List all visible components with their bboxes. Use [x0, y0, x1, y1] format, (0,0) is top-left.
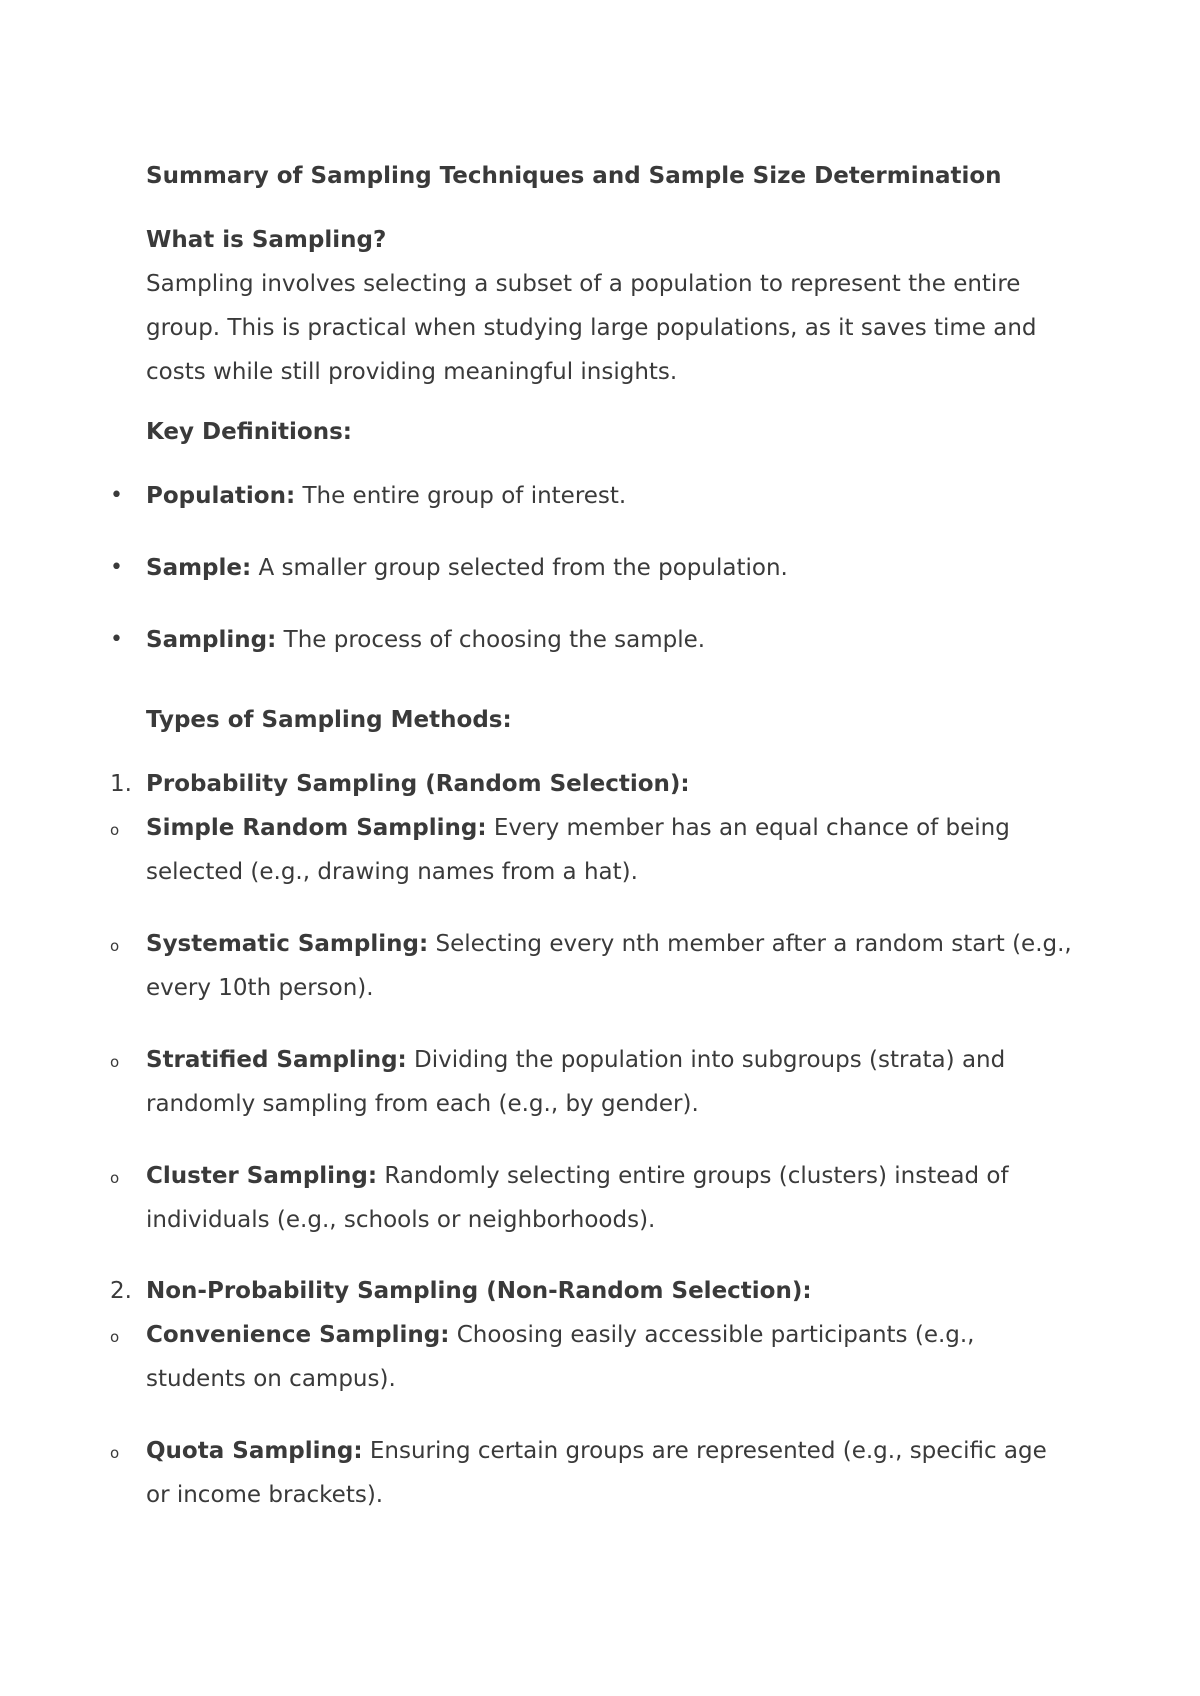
definition-term: Population: — [146, 483, 296, 509]
method-term: Convenience Sampling: — [146, 1322, 450, 1348]
method-item-stratified — [110, 1038, 1076, 1126]
method-term: Cluster Sampling: — [146, 1163, 378, 1189]
document-title: Summary of Sampling Techniques and Sample Size Determination — [146, 163, 1002, 189]
method-item-cluster — [110, 1154, 1076, 1242]
section-heading-what-is-sampling: What is Sampling? — [146, 227, 387, 253]
method-item-convenience — [110, 1313, 1076, 1401]
intro-paragraph: Sampling involves selecting a subset of a population to represent the entire group. This is practical when studying large populations, as it saves time and costs while still providing meaningful insights. — [146, 271, 1037, 385]
definition-text: The entire group of interest. — [295, 483, 627, 509]
method-text: Selecting every nth member after a random start (e.g., every 10th person). — [146, 931, 1072, 1001]
circle-bullet-icon: o — [110, 821, 120, 839]
method-term: Quota Sampling: — [146, 1438, 363, 1464]
definition-item-sample — [110, 546, 1076, 590]
definition-term: Sampling: — [146, 627, 277, 653]
list-number: 2. — [110, 1278, 132, 1304]
definition-text: The process of choosing the sample. — [276, 627, 706, 653]
bullet-icon: • — [110, 483, 123, 508]
circle-bullet-icon: o — [110, 937, 120, 955]
section-heading-key-definitions: Key Definitions: — [146, 419, 352, 445]
method-term: Systematic Sampling: — [146, 931, 429, 957]
method-text: Ensuring certain groups are represented (e.g., specific age or income brackets). — [146, 1438, 1047, 1508]
bullet-icon: • — [110, 555, 123, 580]
category-heading-probability: 1. Probability Sampling (Random Selection): — [146, 762, 1076, 806]
method-text: Choosing easily accessible participants (e.g., students on campus). — [146, 1322, 975, 1392]
method-term: Stratified Sampling: — [146, 1047, 407, 1073]
method-text: Every member has an equal chance of being selected (e.g., drawing names from a hat). — [146, 815, 1010, 885]
definition-item-population — [110, 474, 1076, 518]
circle-bullet-icon: o — [110, 1328, 120, 1346]
bullet-icon: • — [110, 627, 123, 652]
method-item-simple-random — [110, 806, 1076, 894]
circle-bullet-icon: o — [110, 1053, 120, 1071]
method-text: Randomly selecting entire groups (clusters) instead of individuals (e.g., schools or neighborhoods). — [146, 1163, 1009, 1233]
definition-text: A smaller group selected from the population. — [251, 555, 788, 581]
method-item-quota — [110, 1429, 1076, 1517]
circle-bullet-icon: o — [110, 1169, 120, 1187]
list-number: 1. — [110, 771, 132, 797]
definition-term: Sample: — [146, 555, 252, 581]
category-heading-non-probability: 2. Non-Probability Sampling (Non-Random Selection): — [146, 1269, 1076, 1313]
method-item-systematic — [110, 922, 1076, 1010]
method-text: Dividing the population into subgroups (strata) and randomly sampling from each (e.g., by gender). — [146, 1047, 1006, 1117]
definition-item-sampling — [110, 618, 1076, 662]
circle-bullet-icon: o — [110, 1444, 120, 1462]
method-term: Simple Random Sampling: — [146, 815, 487, 841]
section-heading-types: Types of Sampling Methods: — [146, 707, 512, 733]
